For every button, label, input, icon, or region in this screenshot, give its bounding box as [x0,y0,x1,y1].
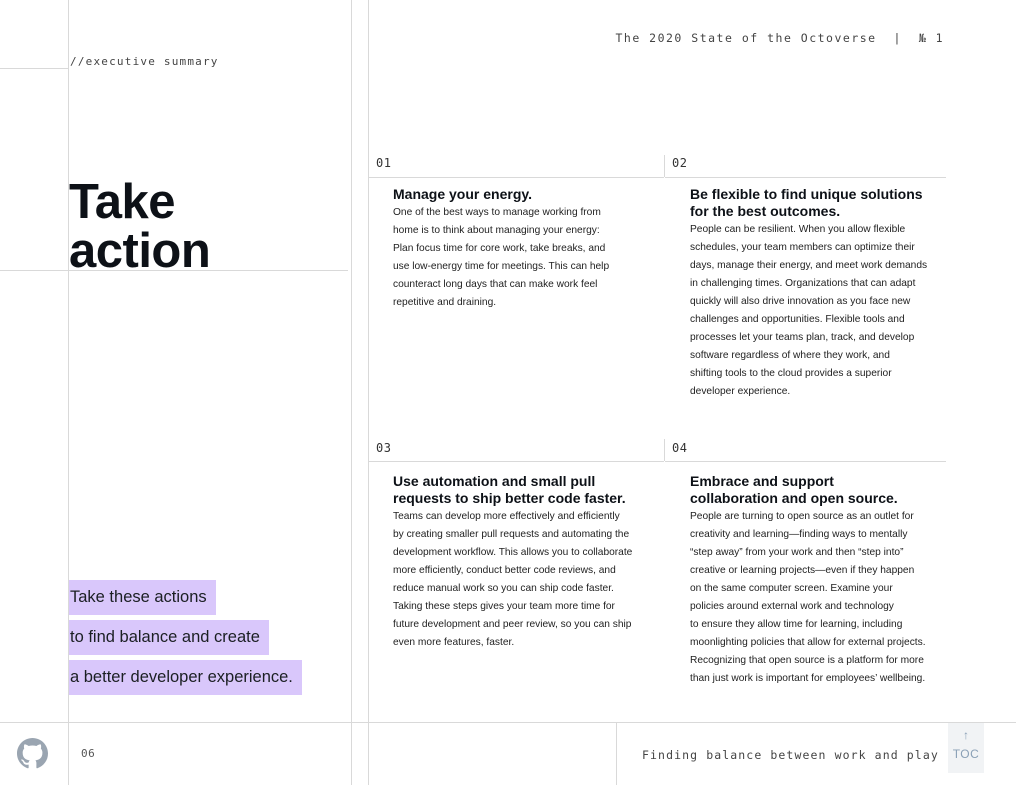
headline-line-2: action [69,224,211,278]
page-number: 06 [81,747,96,760]
toc-label: TOC [952,747,980,761]
highlight-line-1: Take these actions [69,580,216,615]
card-title: Manage your energy. [393,186,533,202]
card-rule-03 [369,461,664,462]
card-number-01: 01 [376,156,392,170]
card-title: Be flexible to find unique solutions for the best outcomes. [690,186,923,219]
section-label: //executive summary [70,55,219,68]
headline-line-1: Take [69,175,176,229]
grid-line-v4 [616,722,617,785]
card-02 [690,186,952,401]
highlight-line-3: a better developer experience. [69,660,302,695]
card-number-03: 03 [376,441,392,455]
card-body: People can be resilient. When you allow flexible schedules, your team members can optimize their days, manage their energy, and meet work demands in challenging times. Organizations that can adapt quickly will also drive innovation as you face new challenges and opportunities. Flexible tools and processes let your teams plan, track, and develop software regardless of where they work, and shifting tools to the cloud provides a superior developer experience. [690,224,928,397]
footer-rule [0,722,1016,723]
card-rule-02 [665,177,946,178]
card-body: One of the best ways to manage working from home is to think about managing your energy: Plan focus time for core work, take breaks, and use low-energy time for meetings. This can help counteract long days that can make work feel repetitive and draining. [393,207,610,308]
card-tick-02 [664,155,665,177]
card-rule-04 [665,461,946,462]
card-tick-04 [664,439,665,461]
page-headline [69,175,211,278]
card-number-02: 02 [672,156,688,170]
card-01 [393,186,658,312]
grid-line-v2 [351,0,352,785]
highlight-callout [69,580,302,700]
github-octocat-icon[interactable] [17,738,48,769]
arrow-up-icon: ↑ [963,728,969,742]
grid-line-h1 [0,68,68,69]
card-title: Embrace and support collaboration and open source. [690,473,898,506]
card-rule-01 [369,177,664,178]
card-number-04: 04 [672,441,688,455]
card-body: Teams can develop more effectively and efficiently by creating smaller pull requests and automating the development workflow. This allows you to collaborate more efficiently, conduct better code reviews, and reduce manual work so you can ship code faster. Taking these steps gives your team more time for future development and peer review, so you can ship even more features, faster. [393,511,633,648]
report-title: The 2020 State of the Octoverse | № 1 [615,31,944,45]
card-body: People are turning to open source as an outlet for creativity and learning—finding ways to mentally “step away” from your work and then “step into” creative or learning projects—even if they happen on the same computer screen. Examine your policies around external work and technology to ensure they allow time for learning, including moonlighting policies that allow for external projects. Recognizing that open source is a platform for more than just work is important for employees’ wellbeing. [690,511,926,684]
card-03 [393,473,661,652]
footer-caption: Finding balance between work and play [642,748,939,762]
card-04 [690,473,952,688]
grid-line-v3 [368,0,369,785]
toc-button[interactable] [948,723,984,773]
highlight-line-2: to find balance and create [69,620,269,655]
card-title: Use automation and small pull requests to ship better code faster. [393,473,626,506]
